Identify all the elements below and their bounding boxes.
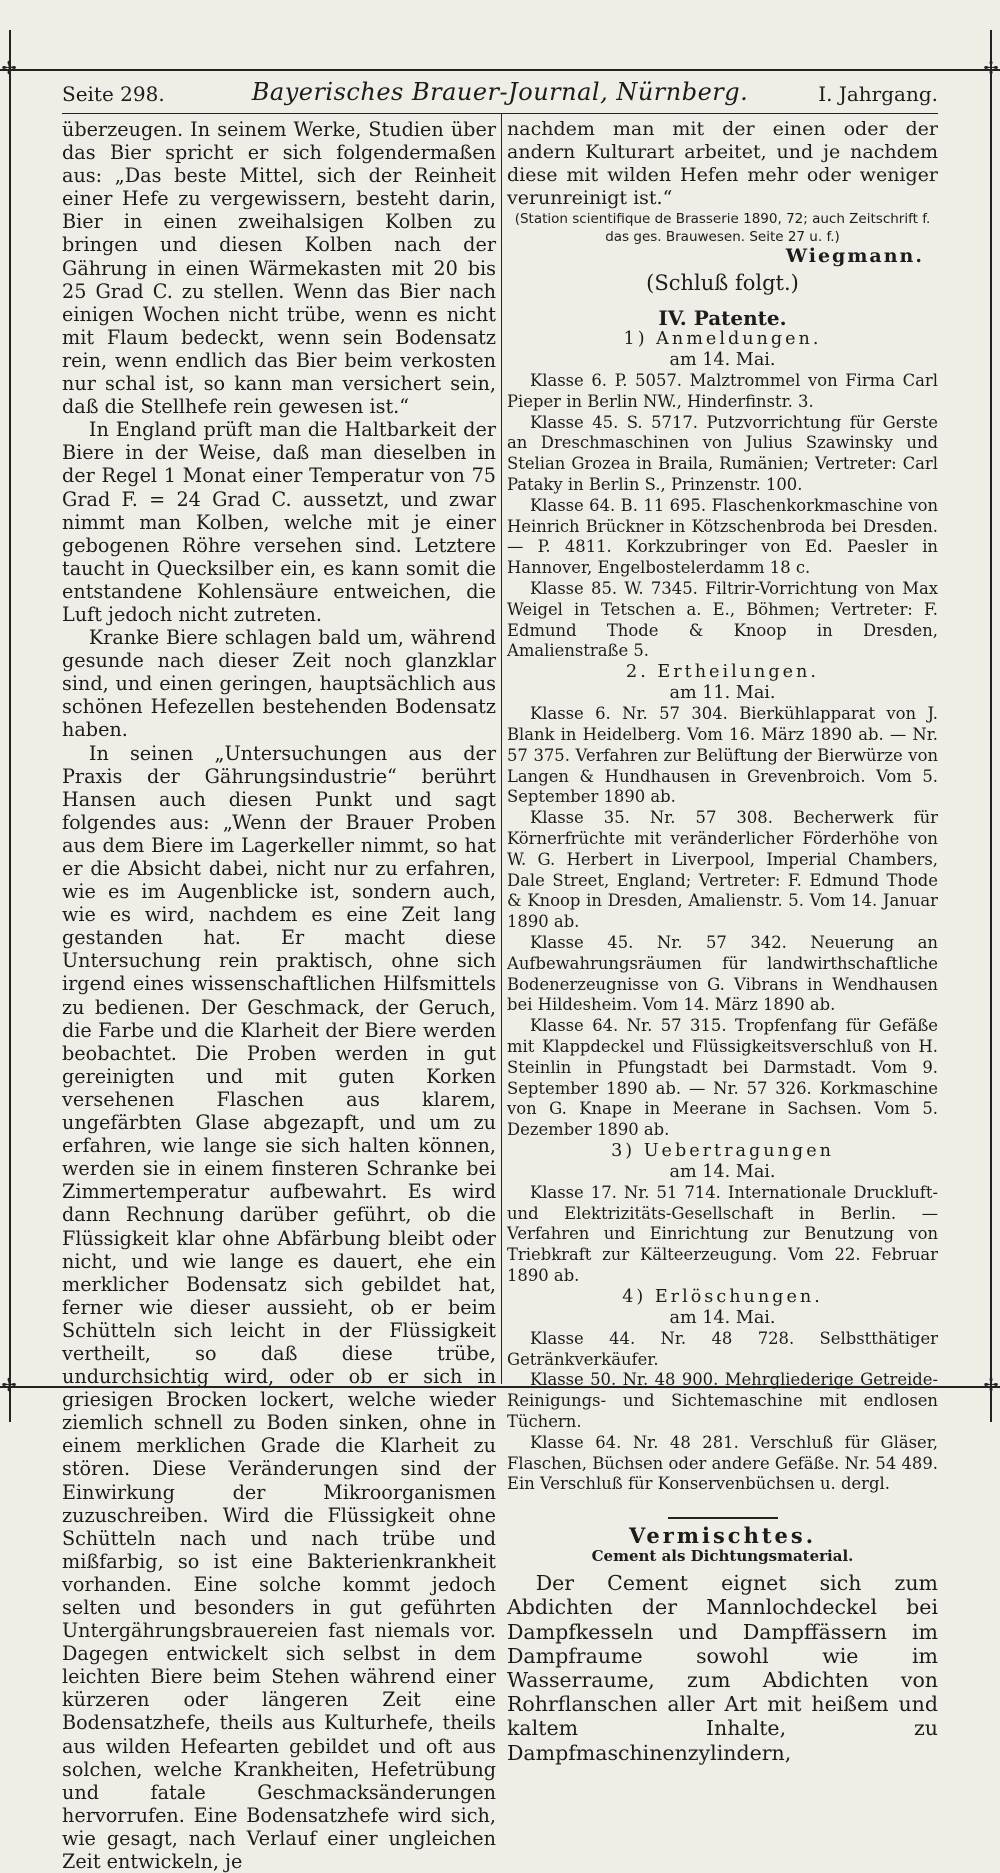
patent-group-date: am 14. Mai. — [669, 1307, 776, 1328]
patent-entry: Klasse 64. B. 11 695. Flaschenkorkmaschine von Heinrich Brückner in Kötzschenbroda bei Dresden. — P. 4811. Korkzubringer von Ed. Paesler in Hannover, Engelbostelerdamm 18 c. — [507, 495, 938, 578]
patent-group-date: am 14. Mai. — [669, 350, 776, 370]
column-divider — [501, 114, 502, 1384]
article-title: Cement als Dichtungsmaterial. — [591, 1547, 854, 1566]
top-rule — [0, 69, 1000, 71]
volume-label: I. Jahrgang. — [818, 82, 938, 106]
author-signature: Wiegmann. — [785, 245, 924, 267]
patent-entry: Klasse 6. P. 5057. Malztrommel von Firma Carl Pieper in Berlin NW., Hinderfinstr. 3. — [507, 371, 938, 411]
patent-list — [507, 371, 938, 662]
patent-group-date: am 14. Mai. — [669, 1161, 776, 1182]
section-divider — [668, 1517, 778, 1519]
right-column — [507, 118, 938, 1765]
paragraph: Kranke Biere schlagen bald um, während gesunde nach dieser Zeit noch glanzklar sind, und einen geringen, hauptsächlich aus schönen Hefezellen bestehenden Bodensatz haben. — [62, 626, 496, 742]
patent-group-title: 4) Erlöschungen. — [622, 1286, 823, 1307]
patent-entry: Klasse 64. Nr. 57 315. Tropfenfang für Gefäße mit Klappdeckel und Flüssigkeitsverschluß von H. Steinlin in Pfungstadt bei Darmstadt. Vom 9. September 1890 ab. — Nr. 57 326. Korkmaschine von G. Knape in Meerane in Sachsen. Vom 5. Dezember 1890 ab. — [507, 1016, 938, 1140]
source-citation: (Station scientifique de Brasserie 1890, 72; auch Zeitschrift f. das ges. Brauwesen. Seite 27 u. f.) — [514, 211, 931, 245]
corner-ornament: ✢ — [983, 1375, 999, 1396]
misc-section — [507, 1517, 938, 1765]
patent-list — [507, 1329, 938, 1495]
page-number: Seite 298. — [62, 82, 165, 106]
patents-section — [507, 308, 938, 1495]
corner-ornament: ✢ — [983, 58, 999, 79]
patent-entry: Klasse 44. Nr. 48 728. Selbstthätiger Getränkverkäufer. — [507, 1328, 938, 1369]
patent-list — [507, 1183, 938, 1287]
patent-entry: Klasse 17. Nr. 51 714. Internationale Druckluft- und Elektrizitäts-Gesellschaft in Berlin. — Verfahren und Einrichtung zur Benutzung von Triebkraft zur Kälteerzeugung. Vom 22. Februar 1890 ab. — [507, 1182, 938, 1286]
patent-group-date: am 11. Mai. — [669, 683, 776, 704]
paragraph: In seinen „Untersuchungen aus der Praxis der Gährungsindustrie“ berührt Hansen auch diesen Punkt und sagt folgendes aus: „Wenn der Brauer Proben aus dem Biere im Lagerkeller nimmt, so hat er die Absicht dabei, nicht nur zu erfahren, wie es im Augenblicke ist, sondern auch, wie es wird, nachdem es eine Zeit lang gestanden hat. Er macht diese Untersuchung rein praktisch, ohne sich irgend eines wissenschaftlichen Hilfsmittels zu bedienen. Der Geschmack, der Geruch, die Farbe und die Klarheit der Biere werden beobachtet. Die Proben werden in gut gereinigten und mit guten Korken versehenen Flaschen aus klarem, ungefärbten Glase abgezapft, und um zu erfahren, wie lange sie sich halten können, werden sie in einem finsteren Schranke bei Zimmertemperatur aufbewahrt. Es wird dann Rechnung darüber geführt, ob die Flüssigkeit klar ohne Abfärbung bleibt oder nicht, und wie lange es dauert, ehe ein merklicher Bodensatz sich gebildet hat, ferner wie dieser aussieht, ob er beim Schütteln sich leicht in der Flüssigkeit vertheilt, so daß diese trübe, undurchsichtig wird, oder ob er sich in griesigen Brocken lockert, welche wieder ziemlich schnell zu Boden sinken, ohne in einem merklichen Grade die Klarheit zu stören. Diese Veränderungen sind der Einwirkung der Mikroorganismen zuzuschreiben. Wird die Flüssigkeit ohne Schütteln nach und nach trübe und mißfarbig, so ist eine Bakterienkrankheit vorhanden. Eine solche kommt jedoch selten und besonders in gut geführten Untergährungsbrauereien fast niemals vor. Dagegen entwickelt sich selbst in dem leichten Biere beim Stehen während einer kürzeren oder längeren Zeit eine Bodensatzhefe, theils aus Kulturhefe, theils aus wilden Hefearten gebildet und oft aus solchen, welche Krankheiten, Hefetrübung und fatale Geschmacksänderungen hervorrufen. Eine Bodensatzhefe wird sich, wie gesagt, nach Verlauf einer ungleichen Zeit entwickeln, je — [62, 741, 496, 1873]
right-frame-rule — [990, 30, 992, 1422]
patent-entry: Klasse 64. Nr. 48 281. Verschluß für Gläser, Flaschen, Büchsen oder andere Gefäße. Nr. 54 489. Ein Verschluß für Konservenbüchsen u. dergl. — [507, 1432, 938, 1494]
section-heading: Vermischtes. — [628, 1523, 817, 1549]
patent-entry: Klasse 85. W. 7345. Filtrir-Vorrichtung von Max Weigel in Tetschen a. E., Böhmen; Vertreter: F. Edmund Thode & Knoop in Dresden, Amalienstraße 5. — [507, 578, 938, 661]
patent-group-title: 1) Anmeldungen. — [623, 329, 822, 349]
journal-title: Bayerisches Brauer-Journal, Nürnberg. — [251, 78, 749, 106]
patent-entry: Klasse 45. S. 5717. Putzvorrichtung für Gerste an Dreschmaschinen von Julius Szawinsky und Stelian Grozea in Braila, Rumänien; Vertreter: Carl Pataky in Berlin S., Prinzenstr. 100. — [507, 412, 938, 494]
corner-ornament: ✢ — [1, 58, 17, 79]
patent-group-title: 2. Ertheilungen. — [626, 662, 819, 683]
corner-ornament: ✢ — [1, 1375, 17, 1396]
paragraph: nachdem man mit der einen oder der andern Kulturart arbeitet, und je nachdem diese mit wilden Hefen mehr oder weniger verunreinigt ist.“ — [507, 118, 938, 209]
header-rule — [62, 113, 938, 114]
continuation-note: (Schluß folgt.) — [646, 271, 799, 295]
patent-entry: Klasse 35. Nr. 57 308. Becherwerk für Körnerfrüchte mit veränderlicher Förderhöhe von W. G. Herbert in Liverpool, Imperial Chambers, Dale Street, England; Vertreter: F. Edmund Thode & Knoop in Dresden, Amalienstr. 5. Vom 14. Januar 1890 ab. — [507, 808, 938, 932]
patent-entry: Klasse 45. Nr. 57 342. Neuerung an Aufbewahrungsräumen für landwirthschaftliche Bodenerzeugnisse von G. Vibrans in Wendhausen bei Hildesheim. Vom 14. März 1890 ab. — [507, 932, 938, 1015]
patent-entry: Klasse 50. Nr. 48 900. Mehrgliederige Getreide-Reinigungs- und Sichtemaschine mit endlosen Tüchern. — [507, 1370, 938, 1432]
patent-list — [507, 704, 938, 1141]
left-column — [62, 118, 496, 1873]
patent-group-title: 3) Uebertragungen — [611, 1140, 834, 1161]
section-heading: IV. Patente. — [658, 306, 787, 330]
paragraph: überzeugen. In seinem Werke, Studien über das Bier spricht er sich folgendermaßen aus: „Das beste Mittel, sich der Reinheit einer Hefe zu vergewissern, besteht darin, Bier in einen zweihalsigen Kolben zu bringen und diesen Kolben nach der Gährung in einen Wärmekasten mit 20 bis 25 Grad C. zu stellen. Wenn das Bier nach einigen Wochen nicht trübe, wenn es nicht mit Flaum bedeckt, wenn sein Bodensatz rein, wenn endlich das Bier beim verkosten nur schal ist, so kann man versichert sein, daß die Stellhefe rein gewesen ist.“ — [62, 118, 496, 419]
patent-entry: Klasse 6. Nr. 57 304. Bierkühlapparat von J. Blank in Heidelberg. Vom 16. März 1890 ab. — Nr. 57 375. Verfahren zur Belüftung der Bierwürze von Langen & Hundhausen in Grevenbroich. Vom 5. September 1890 ab. — [507, 704, 938, 807]
left-frame-rule — [9, 30, 11, 1422]
paragraph: In England prüft man die Haltbarkeit der Biere in der Weise, daß man dieselben in der Regel 1 Monat einer Temperatur von 75 Grad F. = 24 Grad C. aussetzt, und zwar nimmt man Kolben, welche mit je einer gebogenen Röhre versehen sind. Letztere taucht in Quecksilber ein, es kann somit die entstandene Kohlensäure entweichen, die Luft jedoch nicht zutreten. — [62, 418, 496, 626]
paragraph: Der Cement eignet sich zum Abdichten der Mannlochdeckel bei Dampfkesseln und Dampffässern im Dampfraume sowohl wie im Wasserraume, zum Abdichten von Rohrflanschen aller Art mit heißem und kaltem Inhalte, zu Dampfmaschinenzylindern, — [507, 1571, 938, 1765]
page-header — [62, 76, 938, 108]
